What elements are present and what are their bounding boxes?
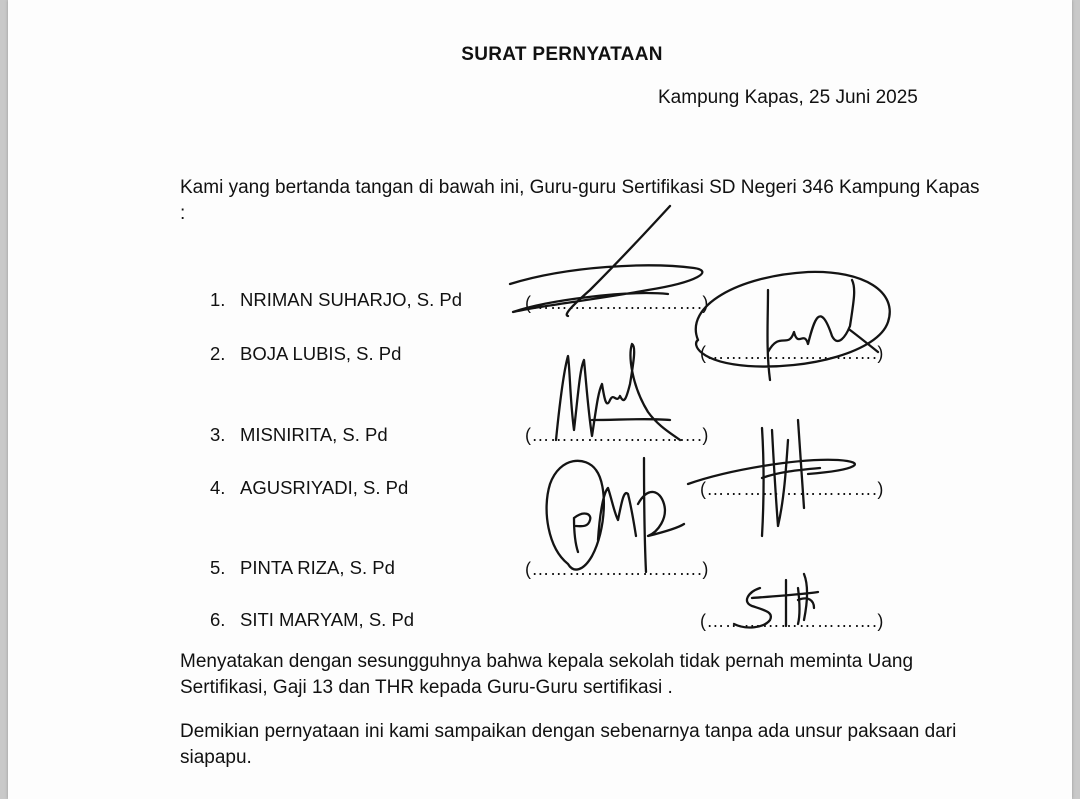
document-title: SURAT PERNYATAAN: [461, 44, 663, 65]
signatory-name: NRIMAN SUHARJO, S. Pd: [240, 289, 463, 310]
signatory-number: 1.: [210, 289, 226, 310]
signatory-number: 3.: [210, 424, 226, 445]
signature-line-4: (……………………….): [700, 479, 884, 499]
statement-paragraph: Menyatakan dengan sesungguhnya bahwa kepala sekolah tidak pernah meminta Uang Sertifikasi, Gaji 13 dan THR kepada Guru-Guru sertifikasi .: [180, 651, 914, 698]
place-date: Kampung Kapas, 25 Juni 2025: [658, 87, 918, 108]
signatory-name: SITI MARYAM, S. Pd: [240, 609, 415, 630]
signatory-number: 6.: [210, 609, 226, 630]
signature-4: [688, 420, 855, 536]
signature-5: [547, 458, 684, 572]
intro-paragraph: Kami yang bertanda tangan di bawah ini, Guru-guru Sertifikasi SD Negeri 346 Kampung Kapas :: [180, 177, 980, 224]
signatory-name: PINTA RIZA, S. Pd: [240, 557, 395, 578]
signatory-number: 5.: [210, 557, 226, 578]
closing-paragraph: Demikian pernyataan ini kami sampaikan dengan sebenarnya tanpa ada unsur paksaan dari siapapu.: [180, 721, 957, 768]
signature-line-3: (……………………….): [525, 425, 709, 445]
signature-line-1: (……………………….): [525, 293, 709, 313]
signatory-name: MISNIRITA, S. Pd: [240, 424, 388, 445]
signature-line-2: (……………………….): [700, 343, 884, 363]
signatory-name: BOJA LUBIS, S. Pd: [240, 343, 402, 364]
signatory-number: 2.: [210, 343, 226, 364]
document-page: [8, 0, 1072, 799]
signatory-name: AGUSRIYADI, S. Pd: [240, 477, 409, 498]
signature-line-6: (……………………….): [700, 611, 884, 631]
signatory-number: 4.: [210, 477, 226, 498]
signature-line-5: (……………………….): [525, 559, 709, 579]
